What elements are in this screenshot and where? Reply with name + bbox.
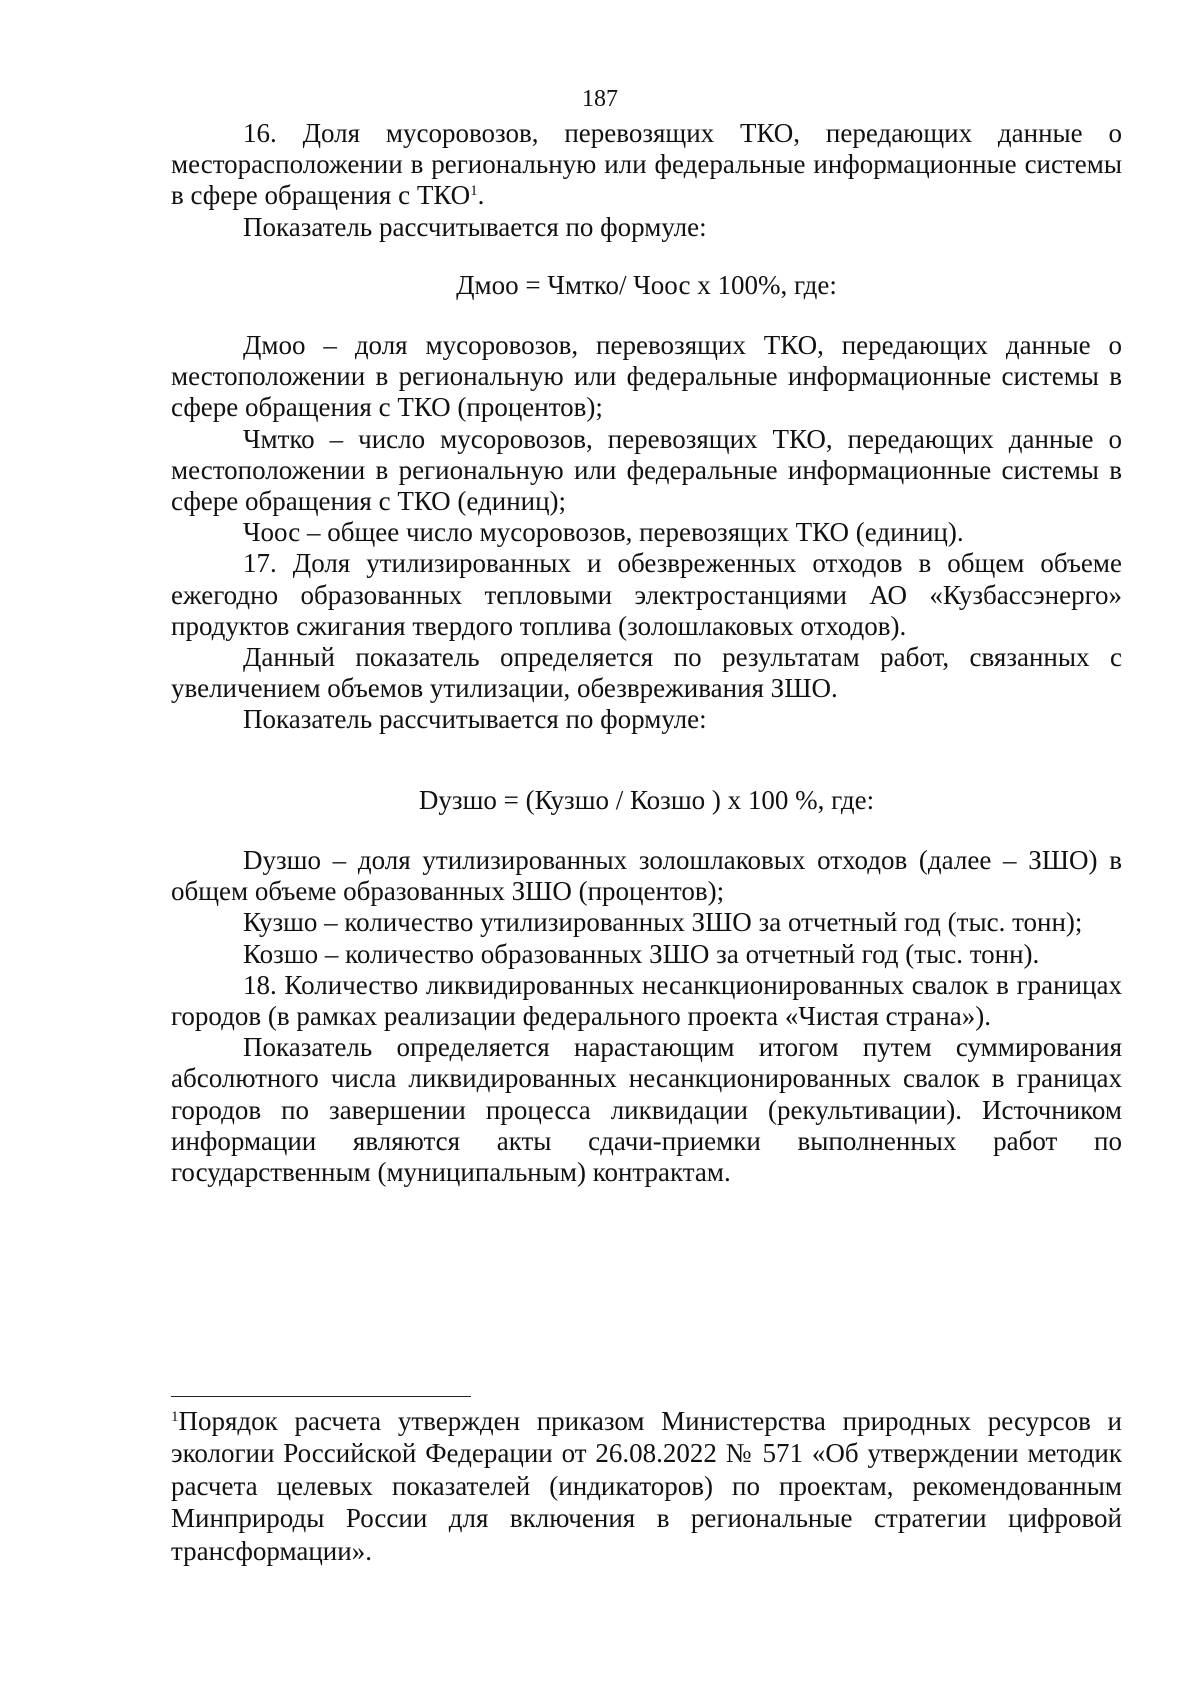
footnote-text: Порядок расчета утвержден приказом Министерства природных ресурсов и экологии Российской Федерации от 26.08.2022 № 571 «Об утверждении методик расчета целевых показателей (индикаторов) по проектам, рекомендованным Минприроды России для включения в региональные стратегии цифровой трансформации». xyxy=(171,1406,1122,1566)
section-17-description: Данный показатель определяется по результатам работ, связанных с увеличением объемов утилизации, обезвреживания ЗШО. xyxy=(171,642,1122,704)
section-16-heading-text: 16. Доля мусоровозов, перевозящих ТКО, передающих данные о месторасположении в региональную или федеральные информационные системы в сфере обращения с ТКО xyxy=(171,118,1122,211)
section-16-calc-intro: Показатель рассчитывается по формуле: xyxy=(243,211,707,242)
formula-duzsho: Dузшо = (Кузшо / Козшо ) х 100 %, где: xyxy=(418,785,875,815)
page-number: 187 xyxy=(582,86,618,112)
definition-dmoo: Дмоо – доля мусоровозов, перевозящих ТКО, передающих данные о местоположении в региональную или федеральные информационные системы в сфере обращения с ТКО (процентов); xyxy=(171,330,1122,423)
definition-kozsho: Козшо – количество образованных ЗШО за отчетный год (тыс. тонн). xyxy=(243,938,1040,969)
section-17-calc-intro: Показатель рассчитывается по формуле: xyxy=(243,704,707,735)
section-16-heading xyxy=(171,118,1122,212)
definition-duzsho: Dузшо – доля утилизированных золошлаковых отходов (далее – ЗШО) в общем объеме образованных ЗШО (процентов); xyxy=(171,845,1122,907)
footnote-separator xyxy=(171,1396,471,1397)
section-16-intro xyxy=(171,118,1122,243)
section-17-definitions xyxy=(171,845,1122,1188)
section-17-heading: 17. Доля утилизированных и обезвреженных отходов в общем объеме ежегодно образованных тепловыми электростанциями АО «Кузбассэнерго» продуктов сжигания твердого топлива (золошлаковых отходов). xyxy=(171,548,1122,641)
section-16-heading-end: . xyxy=(477,180,485,211)
section-16-definitions xyxy=(171,330,1122,736)
definition-chmtko: Чмтко – число мусоровозов, перевозящих ТКО, передающих данные о местоположении в региональную или федеральные информационные системы в сфере обращения с ТКО (единиц); xyxy=(171,423,1122,517)
footnote-reference: 1 xyxy=(470,183,478,200)
definition-choos: Чоос – общее число мусоровозов, перевозящих ТКО (единиц). xyxy=(243,517,964,548)
formula-dmoo: Дмоо = Чмтко/ Чоос х 100%, где: xyxy=(456,270,837,300)
footnote xyxy=(171,1405,1122,1567)
section-18-heading: 18. Количество ликвидированных несанкционированных свалок в границах городов (в рамках реализации федерального проекта «Чистая страна»). xyxy=(171,969,1122,1032)
section-18-description: Показатель определяется нарастающим итогом путем суммирования абсолютного числа ликвидированных несанкционированных свалок в границах городов по завершении процесса ликвидации (рекультивации). Источником информации являются акты сдачи-приемки выполненных работ по государственным (муниципальным) контрактам. xyxy=(171,1032,1122,1188)
definition-kuzsho: Кузшо – количество утилизированных ЗШО за отчетный год (тыс. тонн); xyxy=(243,907,1083,938)
footnote-mark: 1 xyxy=(171,1409,179,1425)
